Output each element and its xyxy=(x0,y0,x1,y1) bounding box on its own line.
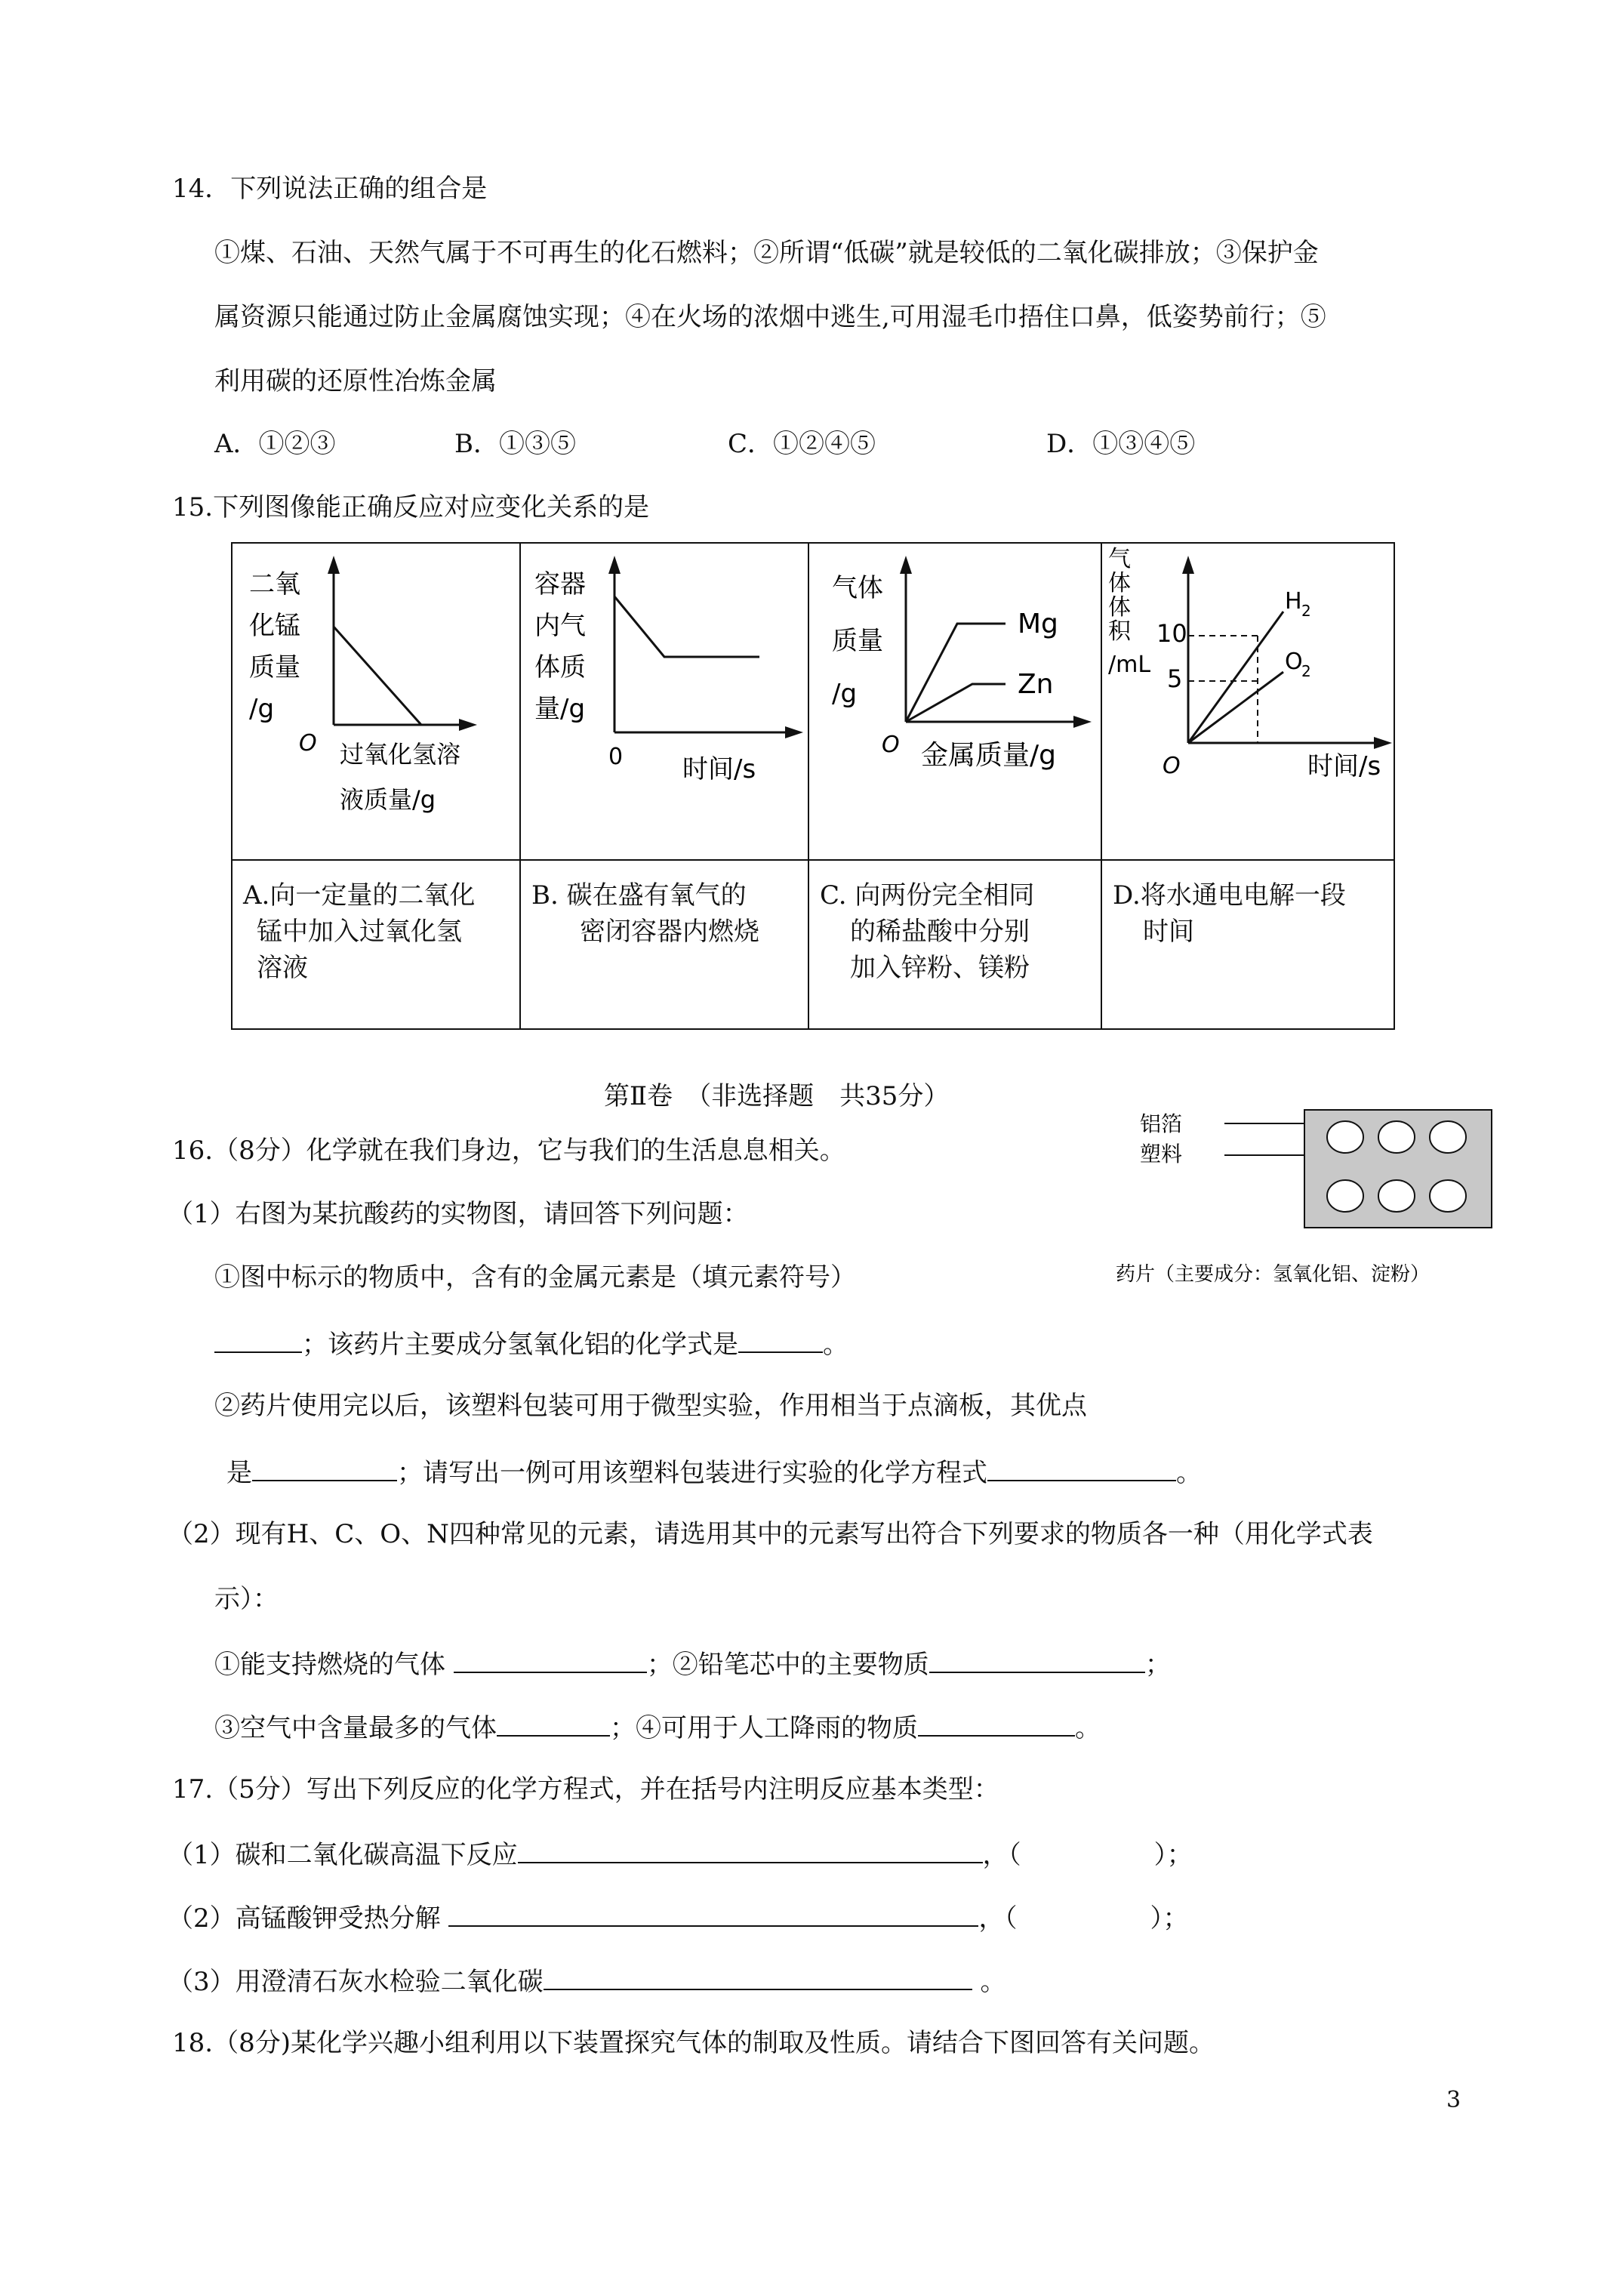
q16-part2-line2: ③空气中含量最多的气体 ；④可用于人工降雨的物质 。 xyxy=(214,1709,1101,1745)
q16-part2-b: 示）： xyxy=(214,1584,279,1614)
q16-part1: （1）右图为某抗酸药的实物图，请回答下列问题： xyxy=(168,1199,749,1229)
graph-d-tick-10: 10 xyxy=(1156,619,1187,648)
graph-b-ylabel-3: 体质 xyxy=(534,652,586,683)
tablet-3 xyxy=(1430,1121,1466,1153)
blank-equation[interactable] xyxy=(987,1454,1176,1481)
q16-part2-line1: ①能支持燃烧的气体 ；②铅笔芯中的主要物质 ； xyxy=(214,1646,1171,1681)
tablet-caption: 药片（主要成分：氢氧化铝、淀粉） xyxy=(1116,1263,1431,1286)
graph-d-origin: O xyxy=(1163,753,1181,779)
q14-line-3: 利用碳的还原性冶炼金属 xyxy=(214,366,497,396)
graph-d-ylabel-5: /mL xyxy=(1108,652,1151,678)
q14-option-a: A．①②③ xyxy=(214,429,336,459)
graph-b-x-arrow xyxy=(785,726,803,738)
graph-d-tick-5: 5 xyxy=(1167,664,1183,693)
graph-a-origin: O xyxy=(299,730,317,757)
tablet-5 xyxy=(1378,1180,1415,1212)
tablet-4 xyxy=(1327,1180,1363,1212)
tablet-6 xyxy=(1430,1180,1466,1212)
graph-a-x-arrow xyxy=(459,719,477,731)
blank-combustion-gas[interactable] xyxy=(454,1646,647,1673)
q16-part1-line4: 是 ；请写出一例可用该塑料包装进行实验的化学方程式 。 xyxy=(226,1454,1202,1490)
graph-c-origin: O xyxy=(882,732,900,758)
q16-part2: （2）现有H、C、O、N四种常见的元素，请选用其中的元素写出符合下列要求的物质各一种（用化学式表 xyxy=(168,1519,1373,1549)
graph-b-origin: 0 xyxy=(608,744,624,770)
graph-a xyxy=(233,544,519,856)
graph-c-series-zn: Zn xyxy=(1018,669,1054,700)
blank-air-gas[interactable] xyxy=(497,1709,610,1737)
blank-equation-2[interactable] xyxy=(448,1900,978,1927)
q15-graph-table xyxy=(231,542,1395,1030)
q14-option-d: D．①③④⑤ xyxy=(1046,429,1196,459)
graph-d-series-o2-sub: 2 xyxy=(1301,662,1311,680)
blank-artificial-rain[interactable] xyxy=(918,1709,1075,1737)
graph-c-x-arrow xyxy=(1073,716,1092,728)
graph-c-line-mg xyxy=(906,624,1006,722)
tablet-label-foil: 铝箔 xyxy=(1140,1111,1183,1136)
graph-b-data-line xyxy=(614,596,759,657)
q14-option-c: C．①②④⑤ xyxy=(728,429,876,459)
graph-c xyxy=(809,544,1101,856)
graph-a-ylabel-3: 质量 xyxy=(249,652,300,683)
graph-d-line-h2 xyxy=(1188,612,1283,743)
graph-d xyxy=(1102,544,1394,856)
caption-b: B. 碳在盛有氧气的 密闭容器内燃烧 xyxy=(531,880,759,947)
graph-b-xlabel: 时间/s xyxy=(682,754,756,784)
graph-a-y-arrow xyxy=(328,556,340,574)
tablet-label-plastic: 塑料 xyxy=(1140,1142,1183,1166)
q18-stem: 18.（8分)某化学兴趣小组利用以下装置探究气体的制取及性质。请结合下图回答有关问题。 xyxy=(172,2028,1215,2058)
q15-stem: 15.下列图像能正确反应对应变化关系的是 xyxy=(172,492,650,522)
graph-b-ylabel-2: 内气 xyxy=(534,611,586,641)
graph-d-y-arrow xyxy=(1182,556,1194,574)
q16-part1-line2: ；该药片主要成分氢氧化铝的化学式是 。 xyxy=(214,1326,848,1361)
graph-b-y-arrow xyxy=(608,556,621,574)
caption-a: A.向一定量的二氧化 锰中加入过氧化氢 溶液 xyxy=(243,880,476,983)
graph-b-ylabel-1: 容器 xyxy=(534,569,586,599)
tablet-2 xyxy=(1378,1121,1415,1153)
q17-item-2: （2）高锰酸钾受热分解 ，（ ）； xyxy=(168,1900,1188,1935)
tablet-1 xyxy=(1327,1121,1363,1153)
blank-equation-3[interactable] xyxy=(544,1963,972,1990)
q17-stem: 17.（5分）写出下列反应的化学方程式，并在括号内注明反应基本类型： xyxy=(172,1774,999,1804)
graph-c-line-zn xyxy=(906,684,1006,722)
blank-metal-element[interactable] xyxy=(214,1326,302,1353)
page-number: 3 xyxy=(1446,2087,1461,2113)
graph-c-ylabel-2: 质量 xyxy=(832,626,883,656)
graph-c-ylabel-3: /g xyxy=(832,679,858,709)
q17-item-3: （3）用澄清石灰水检验二氧化碳 。 xyxy=(168,1963,1006,1999)
graph-a-ylabel-1: 二氧 xyxy=(249,569,300,599)
graph-d-series-h2: H xyxy=(1285,588,1302,615)
q16-part1-q1: ①图中标示的物质中，含有的金属元素是（填元素符号） xyxy=(214,1262,856,1293)
graph-d-ylabel-1: 气 xyxy=(1108,546,1131,572)
q16-part1-q2: ②药片使用完以后，该塑料包装可用于微型实验，作用相当于点滴板，其优点 xyxy=(214,1391,1087,1421)
caption-d: D.将水通电电解一段 时间 xyxy=(1113,880,1346,947)
blank-aluminium-hydroxide[interactable] xyxy=(738,1326,823,1353)
graph-a-data-line xyxy=(334,627,421,725)
graph-a-xlabel-1: 过氧化氢溶 xyxy=(340,740,461,769)
q17-item-1: （1）碳和二氧化碳高温下反应 ，（ ）； xyxy=(168,1836,1193,1872)
q14-stem: 14．下列说法正确的组合是 xyxy=(172,174,488,204)
graph-a-ylabel-4: /g xyxy=(249,694,275,724)
q14-option-b: B．①③⑤ xyxy=(454,429,576,459)
q14-line-1: ①煤、石油、天然气属于不可再生的化石燃料；②所谓“低碳”就是较低的二氧化碳排放；③保护金 xyxy=(214,238,1319,268)
graph-d-line-o2 xyxy=(1188,672,1283,743)
graph-c-y-arrow xyxy=(900,556,912,574)
graph-c-xlabel: 金属质量/g xyxy=(921,740,1056,771)
blank-advantage[interactable] xyxy=(252,1454,397,1481)
q14-line-2: 属资源只能通过防止金属腐蚀实现；④在火场的浓烟中逃生,可用湿毛巾捂住口鼻，低姿势前行；⑤ xyxy=(214,302,1326,332)
section-title: 第Ⅱ卷 （非选择题 共35分） xyxy=(604,1081,950,1111)
graph-d-series-h2-sub: 2 xyxy=(1301,602,1311,620)
graph-c-ylabel-1: 气体 xyxy=(832,573,883,603)
graph-a-xlabel-2: 液质量/g xyxy=(340,785,436,814)
graph-d-ylabel-2: 体 xyxy=(1108,570,1131,596)
blank-pencil-core[interactable] xyxy=(929,1646,1145,1673)
graph-d-ylabel-4: 积 xyxy=(1108,618,1131,645)
caption-c: C. 向两份完全相同 的稀盐酸中分别 加入锌粉、镁粉 xyxy=(820,880,1035,983)
graph-c-series-mg: Mg xyxy=(1018,609,1058,639)
blank-equation-1[interactable] xyxy=(518,1836,983,1863)
graph-d-series-o2: O xyxy=(1285,649,1303,675)
graph-a-ylabel-2: 化锰 xyxy=(249,611,300,641)
graph-d-x-arrow xyxy=(1374,737,1392,749)
graph-d-ylabel-3: 体 xyxy=(1108,594,1131,621)
tablet-figure xyxy=(1110,1108,1502,1302)
q16-stem: 16.（8分）化学就在我们身边，它与我们的生活息息相关。 xyxy=(172,1136,845,1166)
graph-d-xlabel: 时间/s xyxy=(1307,751,1381,781)
graph-b-ylabel-4: 量/g xyxy=(534,694,586,724)
graph-b xyxy=(521,544,808,856)
